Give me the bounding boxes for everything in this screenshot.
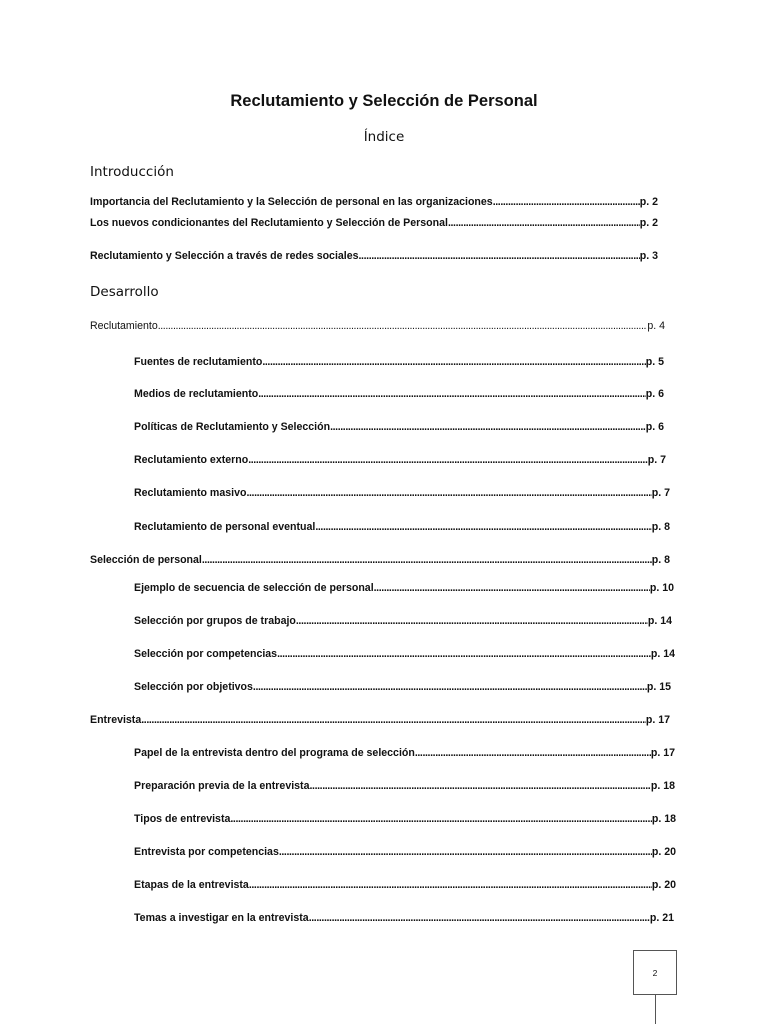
toc-entry-page: p. 14: [650, 648, 675, 660]
toc-leader: [253, 680, 647, 694]
toc-entry-title: Reclutamiento masivo: [134, 487, 247, 499]
section-heading-desarrollo: Desarrollo: [90, 284, 159, 300]
toc-leader: [415, 746, 651, 760]
toc-entry-title: Importancia del Reclutamiento y la Selección de personal en las organizaciones: [90, 196, 493, 208]
toc-entry-page: p. 8: [651, 554, 670, 566]
toc-entry-page: p. 18: [650, 780, 675, 792]
toc-entry: [90, 216, 658, 230]
toc-entry: [134, 520, 670, 534]
toc-entry-page: p. 4: [647, 320, 665, 332]
toc-leader: [141, 713, 646, 727]
toc-entry: [134, 647, 675, 661]
toc-leader: [258, 387, 646, 401]
toc-entry-title: Papel de la entrevista dentro del programa de selección: [134, 747, 415, 759]
toc-entry-page: p. 18: [651, 813, 676, 825]
toc-entry-title: Temas a investigar en la entrevista: [134, 912, 309, 924]
toc-entry-page: p. 2: [639, 217, 658, 229]
toc-entry-page: p. 7: [647, 454, 666, 466]
toc-leader: [277, 647, 651, 661]
toc-entry: [134, 453, 666, 467]
toc-leader: [158, 319, 648, 333]
toc-leader: [493, 195, 640, 209]
document-title: Reclutamiento y Selección de Personal: [230, 92, 538, 110]
toc-entry-title: Reclutamiento y Selección a través de redes sociales: [90, 250, 359, 262]
toc-entry: [134, 581, 674, 595]
toc-entry-page: p. 6: [645, 421, 664, 433]
toc-leader: [230, 812, 651, 826]
toc-leader: [309, 911, 650, 925]
toc-entry-title: Reclutamiento: [90, 320, 158, 332]
toc-entry-title: Entrevista: [90, 714, 142, 726]
toc-entry: [90, 319, 665, 333]
toc-entry-page: p. 17: [645, 714, 670, 726]
index-heading: Índice: [363, 129, 405, 145]
toc-entry: [134, 878, 676, 892]
toc-entry: [134, 680, 671, 694]
toc-leader: [296, 614, 648, 628]
page-number-divider: [655, 995, 656, 1024]
toc-entry-title: Fuentes de reclutamiento: [134, 356, 263, 368]
toc-entry: [134, 420, 664, 434]
toc-entry: [134, 355, 664, 369]
toc-entry-page: p. 10: [649, 582, 674, 594]
toc-entry-page: p. 17: [650, 747, 675, 759]
toc-leader: [202, 553, 652, 567]
toc-entry-page: p. 5: [645, 356, 664, 368]
toc-entry-title: Tipos de entrevista: [134, 813, 231, 825]
toc-entry: [134, 779, 675, 793]
toc-entry-page: p. 8: [651, 521, 670, 533]
toc-leader: [309, 779, 650, 793]
toc-entry-page: p. 6: [645, 388, 664, 400]
toc-leader: [248, 453, 648, 467]
toc-entry: [134, 746, 675, 760]
toc-entry-page: p. 3: [639, 250, 658, 262]
toc-entry: [90, 713, 670, 727]
toc-entry-page: p. 20: [651, 879, 676, 891]
toc-entry-page: p. 21: [649, 912, 674, 924]
toc-entry: [134, 486, 670, 500]
toc-entry: [134, 387, 664, 401]
toc-entry-title: Entrevista por competencias: [134, 846, 279, 858]
toc-entry-title: Etapas de la entrevista: [134, 879, 249, 891]
toc-entry-page: p. 7: [651, 487, 670, 499]
toc-leader: [262, 355, 645, 369]
toc-entry: [134, 845, 676, 859]
toc-entry-title: Selección por competencias: [134, 648, 278, 660]
toc-entry-title: Medios de reclutamiento: [134, 388, 259, 400]
toc-leader: [359, 249, 640, 263]
toc-entry-title: Políticas de Reclutamiento y Selección: [134, 421, 331, 433]
toc-entry: [90, 553, 670, 567]
toc-entry-title: Selección de personal: [90, 554, 202, 566]
toc-leader: [315, 520, 651, 534]
toc-leader: [330, 420, 646, 434]
toc-leader: [249, 878, 652, 892]
toc-entry-page: p. 2: [639, 196, 658, 208]
toc-entry-title: Ejemplo de secuencia de selección de personal: [134, 582, 374, 594]
toc-leader: [374, 581, 650, 595]
toc-entry-title: Reclutamiento externo: [134, 454, 249, 466]
toc-leader: [279, 845, 652, 859]
toc-entry-page: p. 20: [651, 846, 676, 858]
toc-entry: [90, 195, 658, 209]
toc-entry-title: Selección por objetivos: [134, 681, 253, 693]
page-number: [633, 950, 677, 995]
toc-entry-title: Reclutamiento de personal eventual: [134, 521, 316, 533]
toc-leader: [448, 216, 640, 230]
page-number-label: 2: [652, 967, 658, 978]
section-heading-introduccion: Introducción: [90, 164, 174, 180]
toc-entry-title: Los nuevos condicionantes del Reclutamiento y Selección de Personal: [90, 217, 448, 229]
toc-entry: [90, 249, 658, 263]
toc-leader: [246, 486, 651, 500]
toc-entry: [134, 614, 672, 628]
toc-entry-page: p. 15: [646, 681, 671, 693]
toc-entry: [134, 911, 674, 925]
toc-entry: [134, 812, 676, 826]
toc-entry-title: Preparación previa de la entrevista: [134, 780, 310, 792]
toc-entry-title: Selección por grupos de trabajo: [134, 615, 296, 627]
toc-entry-page: p. 14: [647, 615, 672, 627]
